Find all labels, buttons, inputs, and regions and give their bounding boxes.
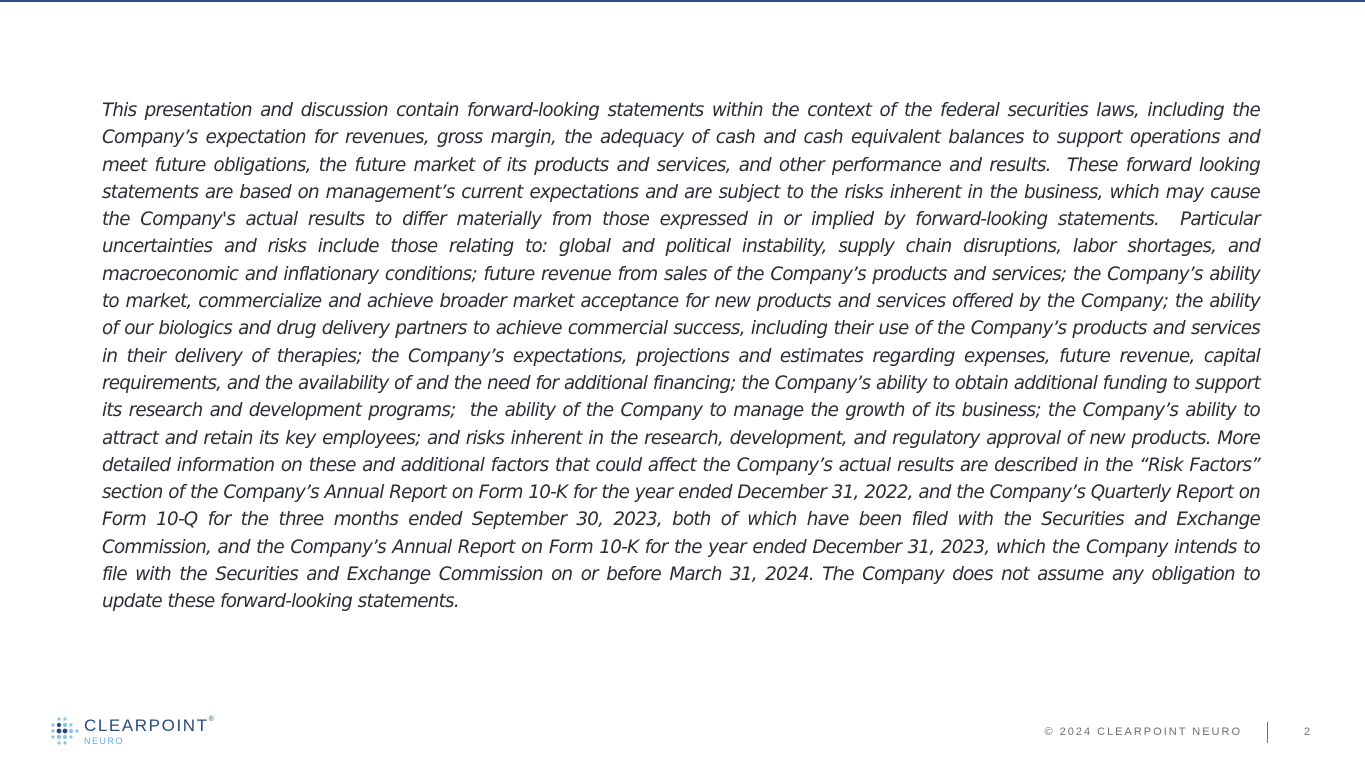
footer-divider <box>1267 722 1268 743</box>
page-number: 2 <box>1304 726 1311 738</box>
clearpoint-neuro-logo <box>50 716 220 750</box>
logo-subtitle: NEURO <box>84 736 125 746</box>
forward-looking-statements-disclaimer: This presentation and discussion contain forward-looking statements within the context of the federal securities laws, including the Company’s expectation for revenues, gross margin, the adequacy of cash and cash equivalent balances to support operations and meet future obligations, the future market of its products and services, and other performance and results. These forward looking statements are based on management’s current expectations and are subject to the risks inherent in the business, which may cause the Company's actual results to differ materially from those expressed in or implied by forward-looking statements. Particular uncertainties and risks include those relating to: global and political instability, supply chain disruptions, labor shortages, and macroeconomic and inflationary conditions; future revenue from sales of the Company’s products and services; the Company’s ability to market, commercialize and achieve broader market acceptance for new products and services offered by the Company; the ability of our biologics and drug delivery partners to achieve commercial success, including their use of the Company’s products and services in their delivery of therapies; the Company’s expectations, projections and estimates regarding expenses, future revenue, capital requirements, and the availability of and the need for additional financing; the Company’s ability to obtain additional funding to support its research and development programs; the ability of the Company to manage the growth of its business; the Company’s ability to attract and retain its key employees; and risks inherent in the research, development, and regulatory approval of new products. More detailed information on these and additional factors that could affect the Company’s actual results are described in the “Risk Factors” section of the Company’s Annual Report on Form 10-K for the year ended December 31, 2022, and the Company’s Quarterly Report on Form 10-Q for the three months ended September 30, 2023, both of which have been filed with the Securities and Exchange Commission, and the Company’s Annual Report on Form 10-K for the year ended December 31, 2023, which the Company intends to file with the Securities and Exchange Commission on or before March 31, 2024. The Company does not assume any obligation to update these forward-looking statements. <box>102 100 1266 613</box>
logo-wordmark <box>84 716 214 736</box>
top-rule <box>0 0 1365 2</box>
dot-grid-icon <box>50 716 80 746</box>
logo-name: CLEARPOINT <box>84 716 209 735</box>
footer-copyright: © 2024 CLEARPOINT NEURO <box>1044 726 1242 738</box>
logo-trademark: ® <box>208 716 214 723</box>
